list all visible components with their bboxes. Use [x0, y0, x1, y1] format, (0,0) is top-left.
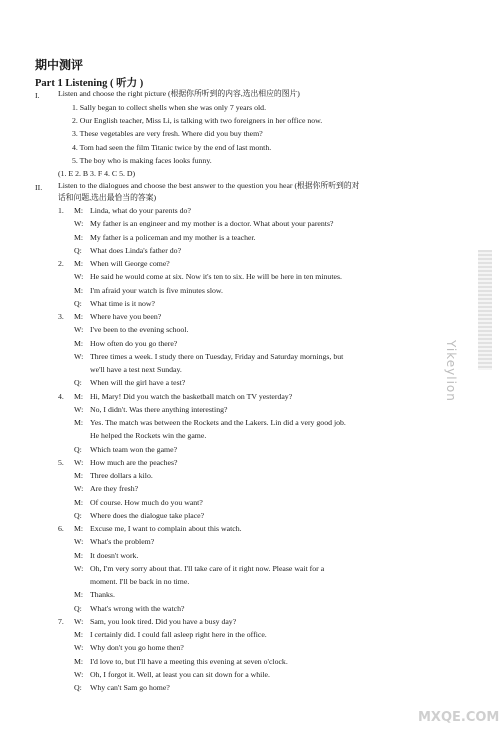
section1-instruction: Listen and choose the right picture (根据你所听到的内容,选出相应的图片): [58, 89, 300, 98]
dialogue-line: When will the girl have a test?: [90, 378, 186, 388]
dialogue-line: Where have you been?: [90, 312, 162, 321]
section1-item: 2. Our English teacher, Miss Li, is talking with two foreigners in her office now.: [72, 116, 323, 126]
dialogue-line: I've been to the evening school.: [90, 325, 189, 335]
side-watermark-text: Yikeylion: [444, 340, 458, 402]
dialogue-line: Which team won the game?: [90, 444, 178, 454]
dialogue-line: moment. I'll be back in no time.: [90, 577, 190, 586]
speaker-label: W:: [74, 325, 84, 335]
section2-instruction-line2: 话和问题,选出最恰当的答案): [58, 193, 157, 202]
dialogue-line: When will George come?: [90, 259, 170, 268]
dialogue-line: How often do you go there?: [90, 338, 178, 348]
speaker-label: M:: [74, 524, 84, 533]
speaker-label: Q:: [74, 245, 82, 255]
dialogue-line: What's the problem?: [90, 537, 155, 547]
dialogue-line: He said he would come at six. Now it's ten to six. He will be here in ten minutes.: [90, 272, 342, 282]
dialogue-line: Sam, you look tired. Did you have a busy day?: [90, 616, 237, 626]
speaker-label: M:: [74, 418, 84, 427]
dialogue-number: 6.: [58, 524, 64, 533]
dialogue-line: we'll have a test next Sunday.: [90, 365, 182, 374]
speaker-label: Q:: [74, 683, 82, 692]
dialogue-line: Oh, I forgot it. Well, at least you can sit down for a while.: [90, 669, 270, 679]
dialogue-number: 4.: [58, 391, 64, 401]
dialogue-line: What time is it now?: [90, 298, 155, 308]
speaker-label: M:: [74, 630, 84, 639]
speaker-label: W:: [74, 404, 84, 414]
dialogue-number: 5.: [58, 457, 64, 467]
part-heading: Part 1 Listening ( 听力 ): [35, 78, 144, 89]
dialogue-line: How much are the peaches?: [90, 457, 178, 467]
dialogue-number: 7.: [58, 616, 64, 626]
speaker-label: M:: [74, 312, 84, 321]
speaker-label: W:: [74, 484, 84, 494]
speaker-label: M:: [74, 285, 84, 295]
dialogue-line: Three dollars a kilo.: [90, 471, 153, 480]
speaker-label: M:: [74, 338, 84, 348]
section1-item: 1. Sally began to collect shells when she was only 7 years old.: [72, 103, 267, 112]
speaker-label: W:: [74, 643, 84, 653]
dialogue-line: What does Linda's father do?: [90, 245, 182, 255]
speaker-label: M:: [74, 550, 84, 560]
dialogue-line: I'd love to, but I'll have a meeting this evening at seven o'clock.: [90, 656, 288, 666]
dialogue-line: What's wrong with the watch?: [90, 603, 185, 613]
section1-item: 3. These vegetables are very fresh. Where did you buy them?: [72, 129, 263, 139]
speaker-label: W:: [74, 457, 84, 467]
speaker-label: Q:: [74, 378, 82, 388]
dialogue-line: Are they fresh?: [90, 484, 139, 494]
dialogue-line: Thanks.: [90, 590, 115, 600]
speaker-label: Q:: [74, 510, 82, 520]
speaker-label: W:: [74, 272, 84, 282]
speaker-label: M:: [74, 590, 84, 600]
speaker-label: M:: [74, 206, 84, 215]
speaker-label: Q:: [74, 298, 82, 308]
speaker-label: M:: [74, 471, 84, 480]
dialogue-line: Yes. The match was between the Rockets and the Lakers. Lin did a very good job.: [90, 418, 346, 427]
speaker-label: W:: [74, 616, 84, 626]
speaker-label: W:: [74, 351, 84, 361]
dialogue-line: Linda, what do your parents do?: [90, 206, 191, 215]
speaker-label: W:: [74, 219, 84, 229]
section1-item: 5. The boy who is making faces looks funny.: [72, 155, 212, 165]
speaker-label: W:: [74, 537, 84, 547]
corner-watermark-logo: MXQE.COM: [418, 710, 500, 725]
section1-item: 4. Tom had seen the film Titanic twice by the end of last month.: [72, 142, 272, 152]
page-title: 期中测评: [35, 58, 84, 72]
speaker-label: M:: [74, 656, 84, 666]
dialogue-line: I certainly did. I could fall asleep right here in the office.: [90, 630, 267, 639]
speaker-label: Q:: [74, 444, 82, 454]
dialogue-line: Oh, I'm very sorry about that. I'll take care of it right now. Please wait for a: [90, 563, 325, 573]
dialogue-number: 2.: [58, 259, 64, 268]
dialogue-line: Excuse me, I want to complain about this watch.: [90, 524, 242, 533]
dialogue-line: No, I didn't. Was there anything interesting?: [90, 404, 228, 414]
dialogue-line: Three times a week. I study there on Tuesday, Friday and Saturday mornings, but: [90, 351, 344, 361]
dialogue-line: Why don't you go home then?: [90, 643, 184, 653]
dialogue-number: 1.: [58, 206, 64, 215]
side-watermark-bar: [478, 250, 492, 370]
speaker-label: M:: [74, 497, 84, 507]
speaker-label: M:: [74, 232, 84, 242]
dialogue-line: He helped the Rockets win the game.: [90, 431, 207, 441]
section1-answers: (1. E 2. B 3. F 4. C 5. D): [58, 169, 136, 178]
dialogue-line: Why can't Sam go home?: [90, 683, 170, 692]
dialogue-line: Of course. How much do you want?: [90, 497, 203, 507]
speaker-label: W:: [74, 563, 84, 573]
dialogue-line: My father is a policeman and my mother is a teacher.: [90, 232, 256, 242]
section2-numeral: II.: [35, 183, 43, 192]
dialogue-number: 3.: [58, 312, 64, 321]
speaker-label: W:: [74, 669, 84, 679]
dialogue-line: Where does the dialogue take place?: [90, 510, 205, 520]
section2-instruction-line1: Listen to the dialogues and choose the best answer to the question you hear (根据你所听到的对: [58, 181, 360, 190]
speaker-label: Q:: [74, 603, 82, 613]
section1-numeral: I.: [35, 91, 40, 100]
dialogue-line: My father is an engineer and my mother is a doctor. What about your parents?: [90, 219, 334, 229]
dialogue-line: It doesn't work.: [90, 550, 139, 560]
dialogue-line: I'm afraid your watch is five minutes slow.: [90, 285, 223, 295]
speaker-label: M:: [74, 259, 84, 268]
dialogue-line: Hi, Mary! Did you watch the basketball match on TV yesterday?: [90, 391, 293, 401]
speaker-label: M:: [74, 391, 84, 401]
